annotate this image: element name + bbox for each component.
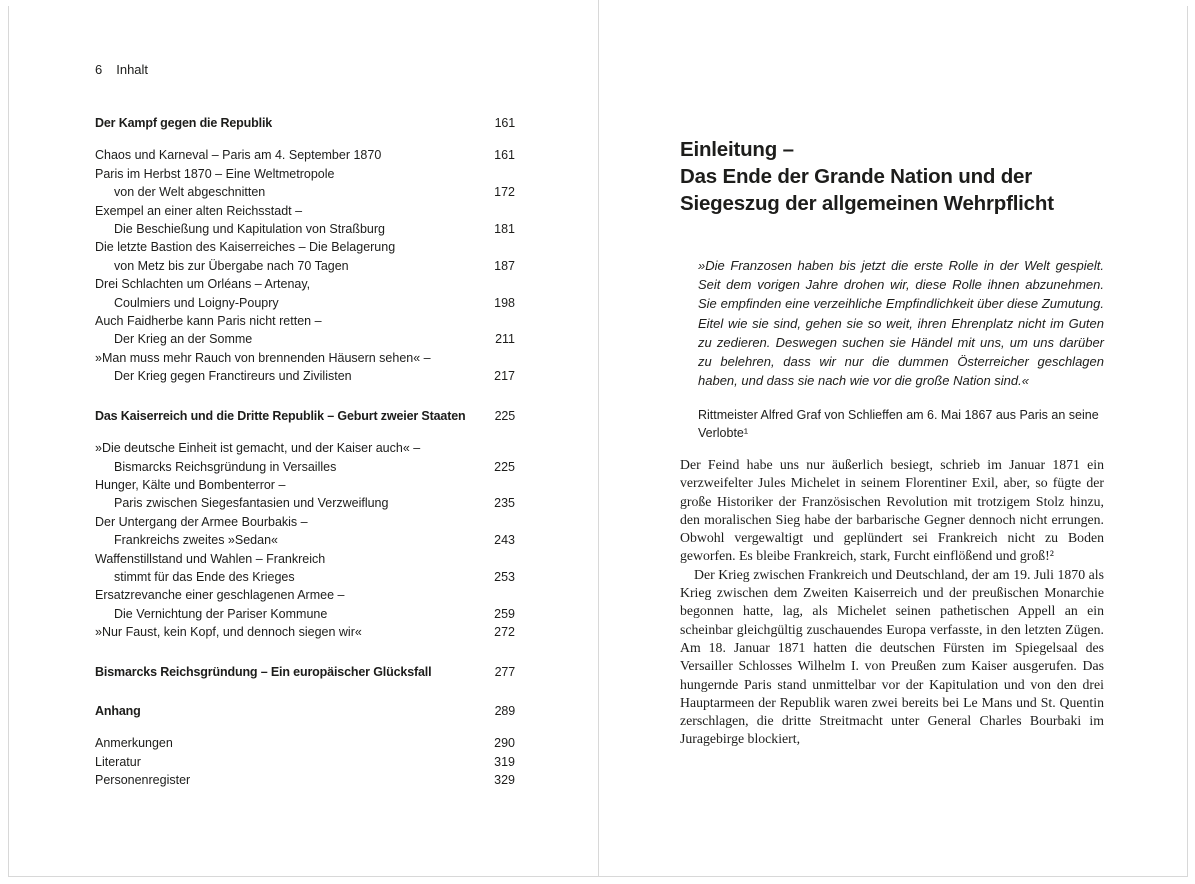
- toc-page-number: 225: [494, 459, 515, 474]
- toc-entry-row: [95, 476, 515, 513]
- toc-entry-text: Exempel an einer alten Reichsstadt – Die Beschießung und Kapitulation von Straßburg: [95, 203, 385, 237]
- toc-entry-row: [95, 165, 515, 202]
- toc-entry-row: [95, 275, 515, 312]
- toc-entry-row: [95, 202, 515, 239]
- toc-heading-row: [95, 114, 515, 132]
- toc-entry-text: Literatur: [95, 754, 141, 769]
- toc-entry-row: [95, 439, 515, 476]
- toc-entry-text: »Man muss mehr Rauch von brennenden Häusern sehen« – Der Krieg gegen Franctireurs und Zivilisten: [95, 350, 431, 384]
- toc-page-number: 225: [494, 408, 515, 423]
- table-of-contents: [95, 114, 515, 790]
- toc-entry-text: Ersatzrevanche einer geschlagenen Armee – Die Vernichtung der Pariser Kommune: [95, 588, 345, 621]
- toc-entry-row: [95, 312, 515, 349]
- toc-entry-text: Die letzte Bastion des Kaiserreiches – Die Belagerung von Metz bis zur Übergabe nach 70 Tagen: [95, 240, 396, 273]
- toc-entry-row: [95, 623, 515, 641]
- chapter-title-line: Siegeszug der allgemeinen Wehrpflicht: [680, 192, 1054, 215]
- toc-entry-text: Bismarcks Reichsgründung – Ein europäischer Glücksfall: [95, 664, 432, 679]
- toc-page-number: 329: [494, 773, 515, 788]
- epigraph-quote: »Die Franzosen haben bis jetzt die erste Rolle in der Welt gespielt. Seit dem vorigen Jahre drohen wir, diese Rolle ihnen abzunehmen. Sie empfinden eine verzeihliche Empfindlichkeit über diese Zumutung. Eitel wie sie sind, gehen sie so weit, ihren Ehrenplatz nicht im Guten zu zedieren. Deswegen suchen sie Händel mit uns, um uns darüber zu belehren, dass wir nur die dummen Österreicher geschlagen haben, und dass sie nach wie vor die große Nation sind.«: [698, 258, 1104, 389]
- toc-entry-text: Waffenstillstand und Wahlen – Frankreich stimmt für das Ende des Krieges: [95, 551, 326, 584]
- toc-entry-text: Auch Faidherbe kann Paris nicht retten – Der Krieg an der Somme: [95, 314, 322, 347]
- toc-page-number: 253: [494, 569, 515, 584]
- toc-page-number: 211: [495, 332, 515, 347]
- toc-page-number: 198: [494, 295, 515, 310]
- paragraph: Der Krieg zwischen Frankreich und Deutschland, der am 19. Juli 1870 als Krieg zwischen dem Zweiten Kaiserreich und der preußischen Monarchie begonnen hatte, lag, als Michelet seinen pathetischen Appell an ein scheinbar gleichgültig zuschauendes Europa verfasste, in den letzten Zügen. Am 18. Januar 1871 hatten die deutschen Fürsten im Spiegelsaal des Versailler Schlosses Wilhelm I. von Preußen zum Kaiser ausgerufen. Das hungernde Paris stand unmittelbar vor der Kapitulation und von den drei Hauptarmeen der Republik waren zwei bereits bei Le Mans und St. Quentin zerschlagen, die dritte Streitmacht unter General Charles Bourbaki im Juragebirge blockiert,: [680, 566, 1104, 747]
- toc-entry-row: [95, 513, 515, 550]
- toc-entry-row: [95, 349, 515, 386]
- toc-entry-row: [95, 550, 515, 587]
- epigraph-attribution: Rittmeister Alfred Graf von Schlieffen am 6. Mai 1867 aus Paris an seine Verlobte¹: [698, 408, 1099, 440]
- toc-entry-text: Anhang: [95, 703, 141, 718]
- toc-entry-text: Drei Schlachten um Orléans – Artenay, Coulmiers und Loigny-Poupry: [95, 277, 311, 310]
- toc-entry-text: Personenregister: [95, 773, 191, 788]
- toc-page-number: 319: [494, 754, 515, 769]
- toc-heading-row: [95, 702, 515, 720]
- page-number: 6: [95, 62, 103, 77]
- toc-entry-text: Der Untergang der Armee Bourbakis – Frankreichs zweites »Sedan«: [95, 514, 308, 548]
- toc-page-number: 290: [494, 736, 515, 751]
- toc-page-number: 181: [494, 222, 515, 237]
- toc-entry-text: Anmerkungen: [95, 736, 173, 751]
- toc-entry-text: Chaos und Karneval – Paris am 4. September 1870: [95, 148, 382, 163]
- toc-entry-text: »Nur Faust, kein Kopf, und dennoch siegen wir«: [95, 625, 362, 640]
- toc-page-number: 235: [494, 496, 515, 511]
- toc-entry-row: [95, 146, 515, 164]
- toc-page-number: 277: [494, 664, 515, 679]
- chapter-title: [680, 136, 1120, 217]
- page-gutter-divider: [598, 0, 599, 877]
- toc-page-number: 217: [494, 369, 515, 384]
- chapter-title-line: Das Ende der Grande Nation und der: [680, 165, 1033, 188]
- toc-page-number: 161: [494, 148, 515, 163]
- toc-page-number: 289: [494, 703, 515, 718]
- toc-page-number: 272: [494, 625, 515, 640]
- toc-page-number: 161: [494, 116, 515, 130]
- toc-entry-text: Das Kaiserreich und die Dritte Republik – Geburt zweier Staaten: [95, 408, 466, 423]
- toc-page-number: 187: [494, 258, 515, 273]
- toc-page-number: 243: [494, 533, 515, 548]
- body-text: [680, 456, 1104, 749]
- toc-heading-row: [95, 407, 515, 425]
- toc-entry-text: Paris im Herbst 1870 – Eine Weltmetropole von der Welt abgeschnitten: [95, 166, 335, 200]
- toc-entry-text: Der Kampf gegen die Republik: [95, 116, 273, 130]
- toc-heading-row: [95, 663, 515, 681]
- toc-entry-row: [95, 238, 515, 275]
- toc-entry-row: [95, 734, 515, 752]
- toc-entry-row: [95, 753, 515, 771]
- running-head-title: Inhalt: [116, 62, 149, 77]
- running-head: [95, 62, 148, 77]
- toc-page-number: 172: [494, 185, 515, 200]
- paragraph: Der Feind habe uns nur äußerlich besiegt, schrieb im Januar 1871 ein verzweifelter Jules Michelet in seinem Florentiner Exil, aber, so fügte der große Historiker der Französischen Revolution mit trotzigem Stolz hinzu, den moralischen Sieg habe der barbarische Gegner dennoch nicht errungen. Obwohl vergewaltigt und geplündert sei Frankreich nicht zu Boden geworfen. Es bleibe Frankreich, stark, Furcht einflößend und groß!²: [680, 457, 1104, 564]
- toc-page-number: 259: [494, 606, 515, 621]
- chapter-title-line: Einleitung –: [680, 138, 794, 161]
- toc-entry-row: [95, 771, 515, 789]
- toc-entry-row: [95, 586, 515, 623]
- toc-entry-text: Hunger, Kälte und Bombenterror – Paris zwischen Siegesfantasien und Verzweiflung: [95, 477, 389, 511]
- toc-entry-text: »Die deutsche Einheit ist gemacht, und der Kaiser auch« – Bismarcks Reichsgründung in Versailles: [95, 441, 421, 474]
